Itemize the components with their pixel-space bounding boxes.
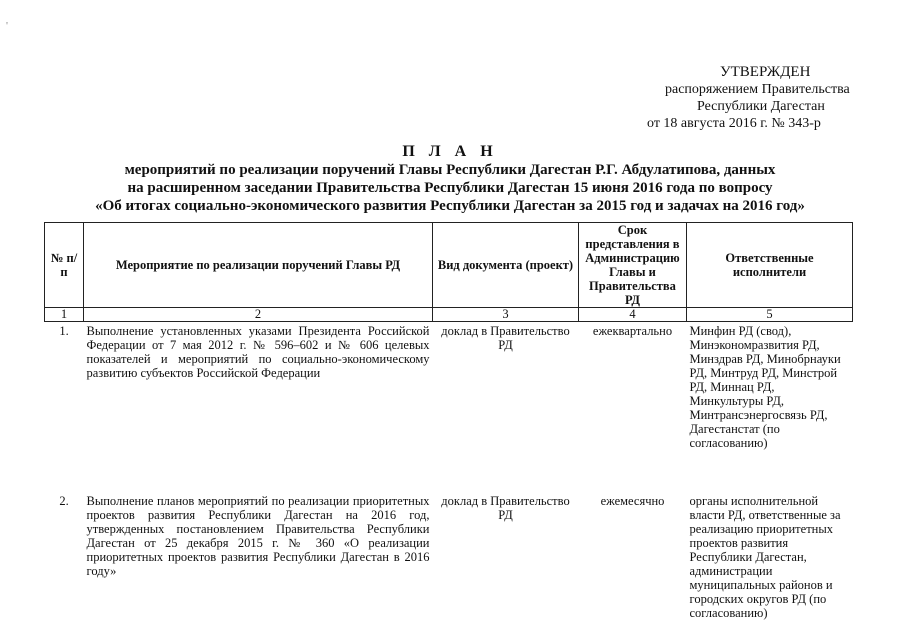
title-plan: П Л А Н (402, 143, 498, 160)
table-row (45, 492, 853, 644)
row-activity: Выполнение планов мероприятий по реализации приоритетных проектов развития Республики Дагестан на 2016 год, утвержденных постановлением Правительства Республики Дагестан от 25 декабря 2015 г. № 360 «О реализации приоритетных проектов развития Республики Дагестан в 2016 году» (86, 494, 430, 578)
header-num: № п/п (45, 223, 84, 308)
col-number-1: 1 (45, 308, 84, 322)
header-executors: Ответственные исполнители (687, 223, 853, 308)
scan-mark: ' (6, 20, 8, 32)
row-activity: Выполнение установленных указами Президента Российской Федерации от 7 мая 2012 г. № 596–602 и № 606 целевых показателей и мероприятий по социально-экономическому развитию субъектов Российской Федерации (86, 324, 430, 380)
row-doc: доклад в Правительство РД (441, 324, 570, 352)
row-executors: органы исполнительной власти РД, ответственные за реализацию приоритетных проектов развития Республики Дагестан, администрации муниципальных районов и городских округов РД (по согласованию) (689, 494, 841, 620)
header-term: Срок представления в Администрацию Главы и Правительства РД (579, 223, 687, 308)
approval-republic: Республики Дагестан (697, 99, 825, 114)
col-number-4: 4 (579, 308, 687, 322)
row-term: ежемесячно (600, 494, 665, 508)
header-doc: Вид документа (проект) (433, 223, 579, 308)
col-number-2: 2 (84, 308, 433, 322)
approval-order: распоряжением Правительства (665, 82, 850, 97)
row-executors: Минфин РД (свод), Минэкономразвития РД, Минздрав РД, Минобрнауки РД, Минтруд РД, Минстрой РД, Миннац РД, Минкультуры РД, Минтрансэнергосвязь РД, Дагестанстат (по согласованию) (689, 324, 841, 450)
col-number-3: 3 (433, 308, 579, 322)
title-line-2: на расширенном заседании Правительства Республики Дагестан 15 июня 2016 года по вопросу (127, 180, 773, 196)
title-line-3: «Об итогах социально-экономического развития Республики Дагестан за 2015 год и задачах на 2016 год» (95, 198, 805, 214)
row-term: ежеквартально (592, 324, 673, 338)
row-num: 2. (59, 494, 69, 508)
header-activity: Мероприятие по реализации поручений Главы РД (84, 223, 433, 308)
approval-date: от 18 августа 2016 г. № 343-р (647, 116, 821, 131)
table-row (45, 322, 853, 493)
plan-table (44, 222, 853, 644)
row-doc: доклад в Правительство РД (441, 494, 570, 522)
col-number-5: 5 (687, 308, 853, 322)
approval-approved: УТВЕРЖДЕН (720, 64, 811, 80)
row-num: 1. (59, 324, 69, 338)
document-title (90, 143, 810, 215)
approval-block (640, 64, 880, 132)
title-line-1: мероприятий по реализации поручений Главы Республики Дагестан Р.Г. Абдулатипова, данных (124, 162, 776, 178)
